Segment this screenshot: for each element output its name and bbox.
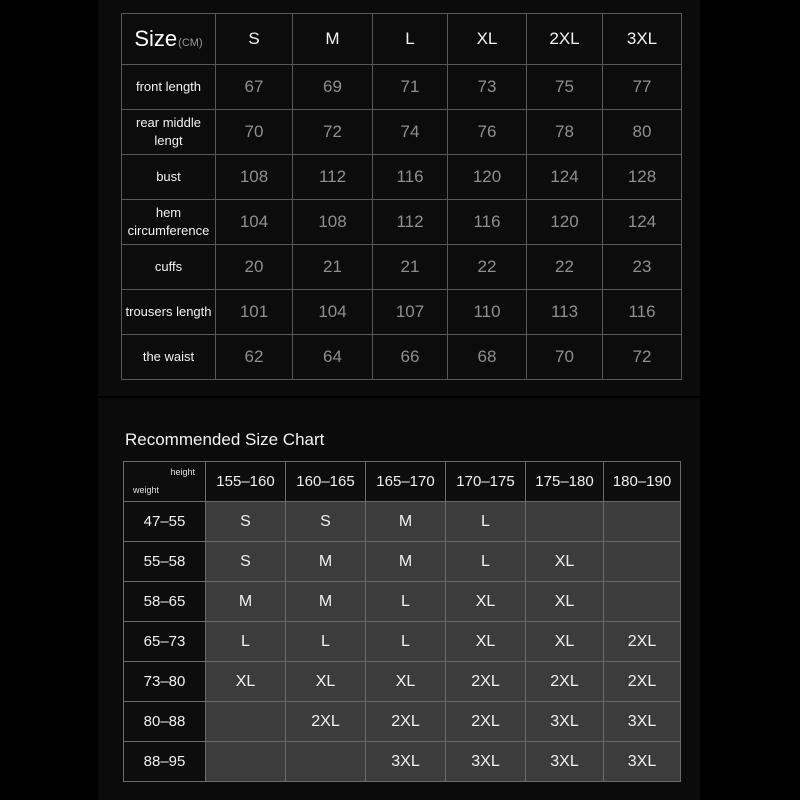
table-row: [122, 155, 682, 200]
size-cell: 2XL: [604, 662, 681, 702]
table-cell: 113: [527, 290, 603, 335]
table-cell: 73: [448, 65, 527, 110]
size-cell: XL: [286, 662, 366, 702]
table-cell: 80: [603, 110, 682, 155]
table-cell: 116: [603, 290, 682, 335]
row-label: cuffs: [122, 245, 216, 290]
height-header: 175–180: [526, 462, 604, 502]
table-cell: 64: [293, 335, 373, 380]
table-row: [122, 335, 682, 380]
size-header-3xl: 3XL: [603, 14, 682, 65]
table-cell: 20: [216, 245, 293, 290]
recommended-chart-title: Recommended Size Chart: [125, 430, 325, 449]
weight-cell: 47–55: [124, 502, 206, 542]
height-header-row: [124, 462, 681, 502]
size-cell: [604, 542, 681, 582]
table-cell: 120: [448, 155, 527, 200]
table-cell: 76: [448, 110, 527, 155]
table-cell: 22: [448, 245, 527, 290]
size-cell: [604, 502, 681, 542]
size-cell: L: [366, 582, 446, 622]
size-cell: [526, 502, 604, 542]
size-cell: 3XL: [604, 742, 681, 782]
row-label: hem circumference: [122, 200, 216, 245]
size-title: Size: [134, 26, 178, 51]
table-cell: 112: [293, 155, 373, 200]
size-cell: 2XL: [446, 702, 526, 742]
table-cell: 104: [293, 290, 373, 335]
table-cell: 116: [448, 200, 527, 245]
table-row: [124, 582, 681, 622]
size-cell: 2XL: [446, 662, 526, 702]
table-cell: 107: [373, 290, 448, 335]
weight-axis-label: weight: [133, 485, 160, 495]
size-title-cell: [122, 14, 216, 65]
table-cell: 128: [603, 155, 682, 200]
size-cell: [206, 702, 286, 742]
size-cell: S: [286, 502, 366, 542]
height-header: 170–175: [446, 462, 526, 502]
height-header: 155–160: [206, 462, 286, 502]
table-cell: 78: [527, 110, 603, 155]
size-header-row: [122, 14, 682, 65]
size-cell: L: [446, 502, 526, 542]
table-row: [124, 502, 681, 542]
table-cell: 70: [527, 335, 603, 380]
weight-cell: 80–88: [124, 702, 206, 742]
size-cell: [604, 582, 681, 622]
table-row: [124, 702, 681, 742]
corner-cell: [124, 462, 206, 502]
weight-cell: 73–80: [124, 662, 206, 702]
size-unit: (CM): [178, 37, 203, 49]
table-cell: 124: [603, 200, 682, 245]
table-row: [124, 662, 681, 702]
size-cell: L: [446, 542, 526, 582]
height-axis-label: height: [170, 467, 195, 477]
table-row: [122, 290, 682, 335]
weight-cell: 58–65: [124, 582, 206, 622]
size-cell: 3XL: [526, 702, 604, 742]
table-cell: 23: [603, 245, 682, 290]
table-row: [122, 110, 682, 155]
size-cell: 2XL: [366, 702, 446, 742]
size-cell: [286, 742, 366, 782]
table-row: [124, 742, 681, 782]
row-label: bust: [122, 155, 216, 200]
weight-cell: 88–95: [124, 742, 206, 782]
size-cell: 3XL: [446, 742, 526, 782]
table-cell: 67: [216, 65, 293, 110]
table-cell: 112: [373, 200, 448, 245]
table-cell: 69: [293, 65, 373, 110]
table-row: [122, 200, 682, 245]
size-cell: M: [366, 502, 446, 542]
table-cell: 72: [293, 110, 373, 155]
table-cell: 21: [373, 245, 448, 290]
weight-cell: 65–73: [124, 622, 206, 662]
table-cell: 21: [293, 245, 373, 290]
size-cell: M: [286, 582, 366, 622]
table-row: [122, 245, 682, 290]
size-cell: S: [206, 542, 286, 582]
size-cell: M: [206, 582, 286, 622]
weight-cell: 55–58: [124, 542, 206, 582]
row-label: the waist: [122, 335, 216, 380]
table-cell: 68: [448, 335, 527, 380]
table-cell: 120: [527, 200, 603, 245]
size-cell: L: [206, 622, 286, 662]
size-chart-table: [121, 13, 682, 380]
size-cell: L: [286, 622, 366, 662]
size-cell: [206, 742, 286, 782]
table-cell: 101: [216, 290, 293, 335]
size-header-m: M: [293, 14, 373, 65]
table-cell: 70: [216, 110, 293, 155]
table-cell: 110: [448, 290, 527, 335]
size-cell: 3XL: [604, 702, 681, 742]
height-header: 165–170: [366, 462, 446, 502]
size-cell: 3XL: [526, 742, 604, 782]
row-label: front length: [122, 65, 216, 110]
table-row: [124, 622, 681, 662]
table-cell: 108: [293, 200, 373, 245]
size-cell: XL: [366, 662, 446, 702]
table-cell: 75: [527, 65, 603, 110]
table-cell: 77: [603, 65, 682, 110]
size-cell: XL: [526, 622, 604, 662]
table-cell: 104: [216, 200, 293, 245]
size-cell: 3XL: [366, 742, 446, 782]
table-cell: 66: [373, 335, 448, 380]
table-cell: 22: [527, 245, 603, 290]
size-cell: 2XL: [526, 662, 604, 702]
size-cell: 2XL: [604, 622, 681, 662]
table-row: [124, 542, 681, 582]
size-header-xl: XL: [448, 14, 527, 65]
size-cell: M: [286, 542, 366, 582]
size-cell: 2XL: [286, 702, 366, 742]
table-cell: 124: [527, 155, 603, 200]
row-label: rear middle lengt: [122, 110, 216, 155]
table-cell: 62: [216, 335, 293, 380]
row-label: trousers length: [122, 290, 216, 335]
size-cell: S: [206, 502, 286, 542]
table-cell: 71: [373, 65, 448, 110]
table-cell: 72: [603, 335, 682, 380]
table-cell: 116: [373, 155, 448, 200]
size-cell: XL: [446, 582, 526, 622]
table-cell: 74: [373, 110, 448, 155]
height-header: 160–165: [286, 462, 366, 502]
table-row: [122, 65, 682, 110]
size-header-s: S: [216, 14, 293, 65]
size-header-l: L: [373, 14, 448, 65]
recommended-size-table: [123, 461, 681, 782]
size-header-2xl: 2XL: [527, 14, 603, 65]
size-cell: XL: [526, 582, 604, 622]
size-cell: XL: [206, 662, 286, 702]
size-cell: XL: [526, 542, 604, 582]
size-cell: M: [366, 542, 446, 582]
table-cell: 108: [216, 155, 293, 200]
height-header: 180–190: [604, 462, 681, 502]
size-cell: XL: [446, 622, 526, 662]
size-cell: L: [366, 622, 446, 662]
